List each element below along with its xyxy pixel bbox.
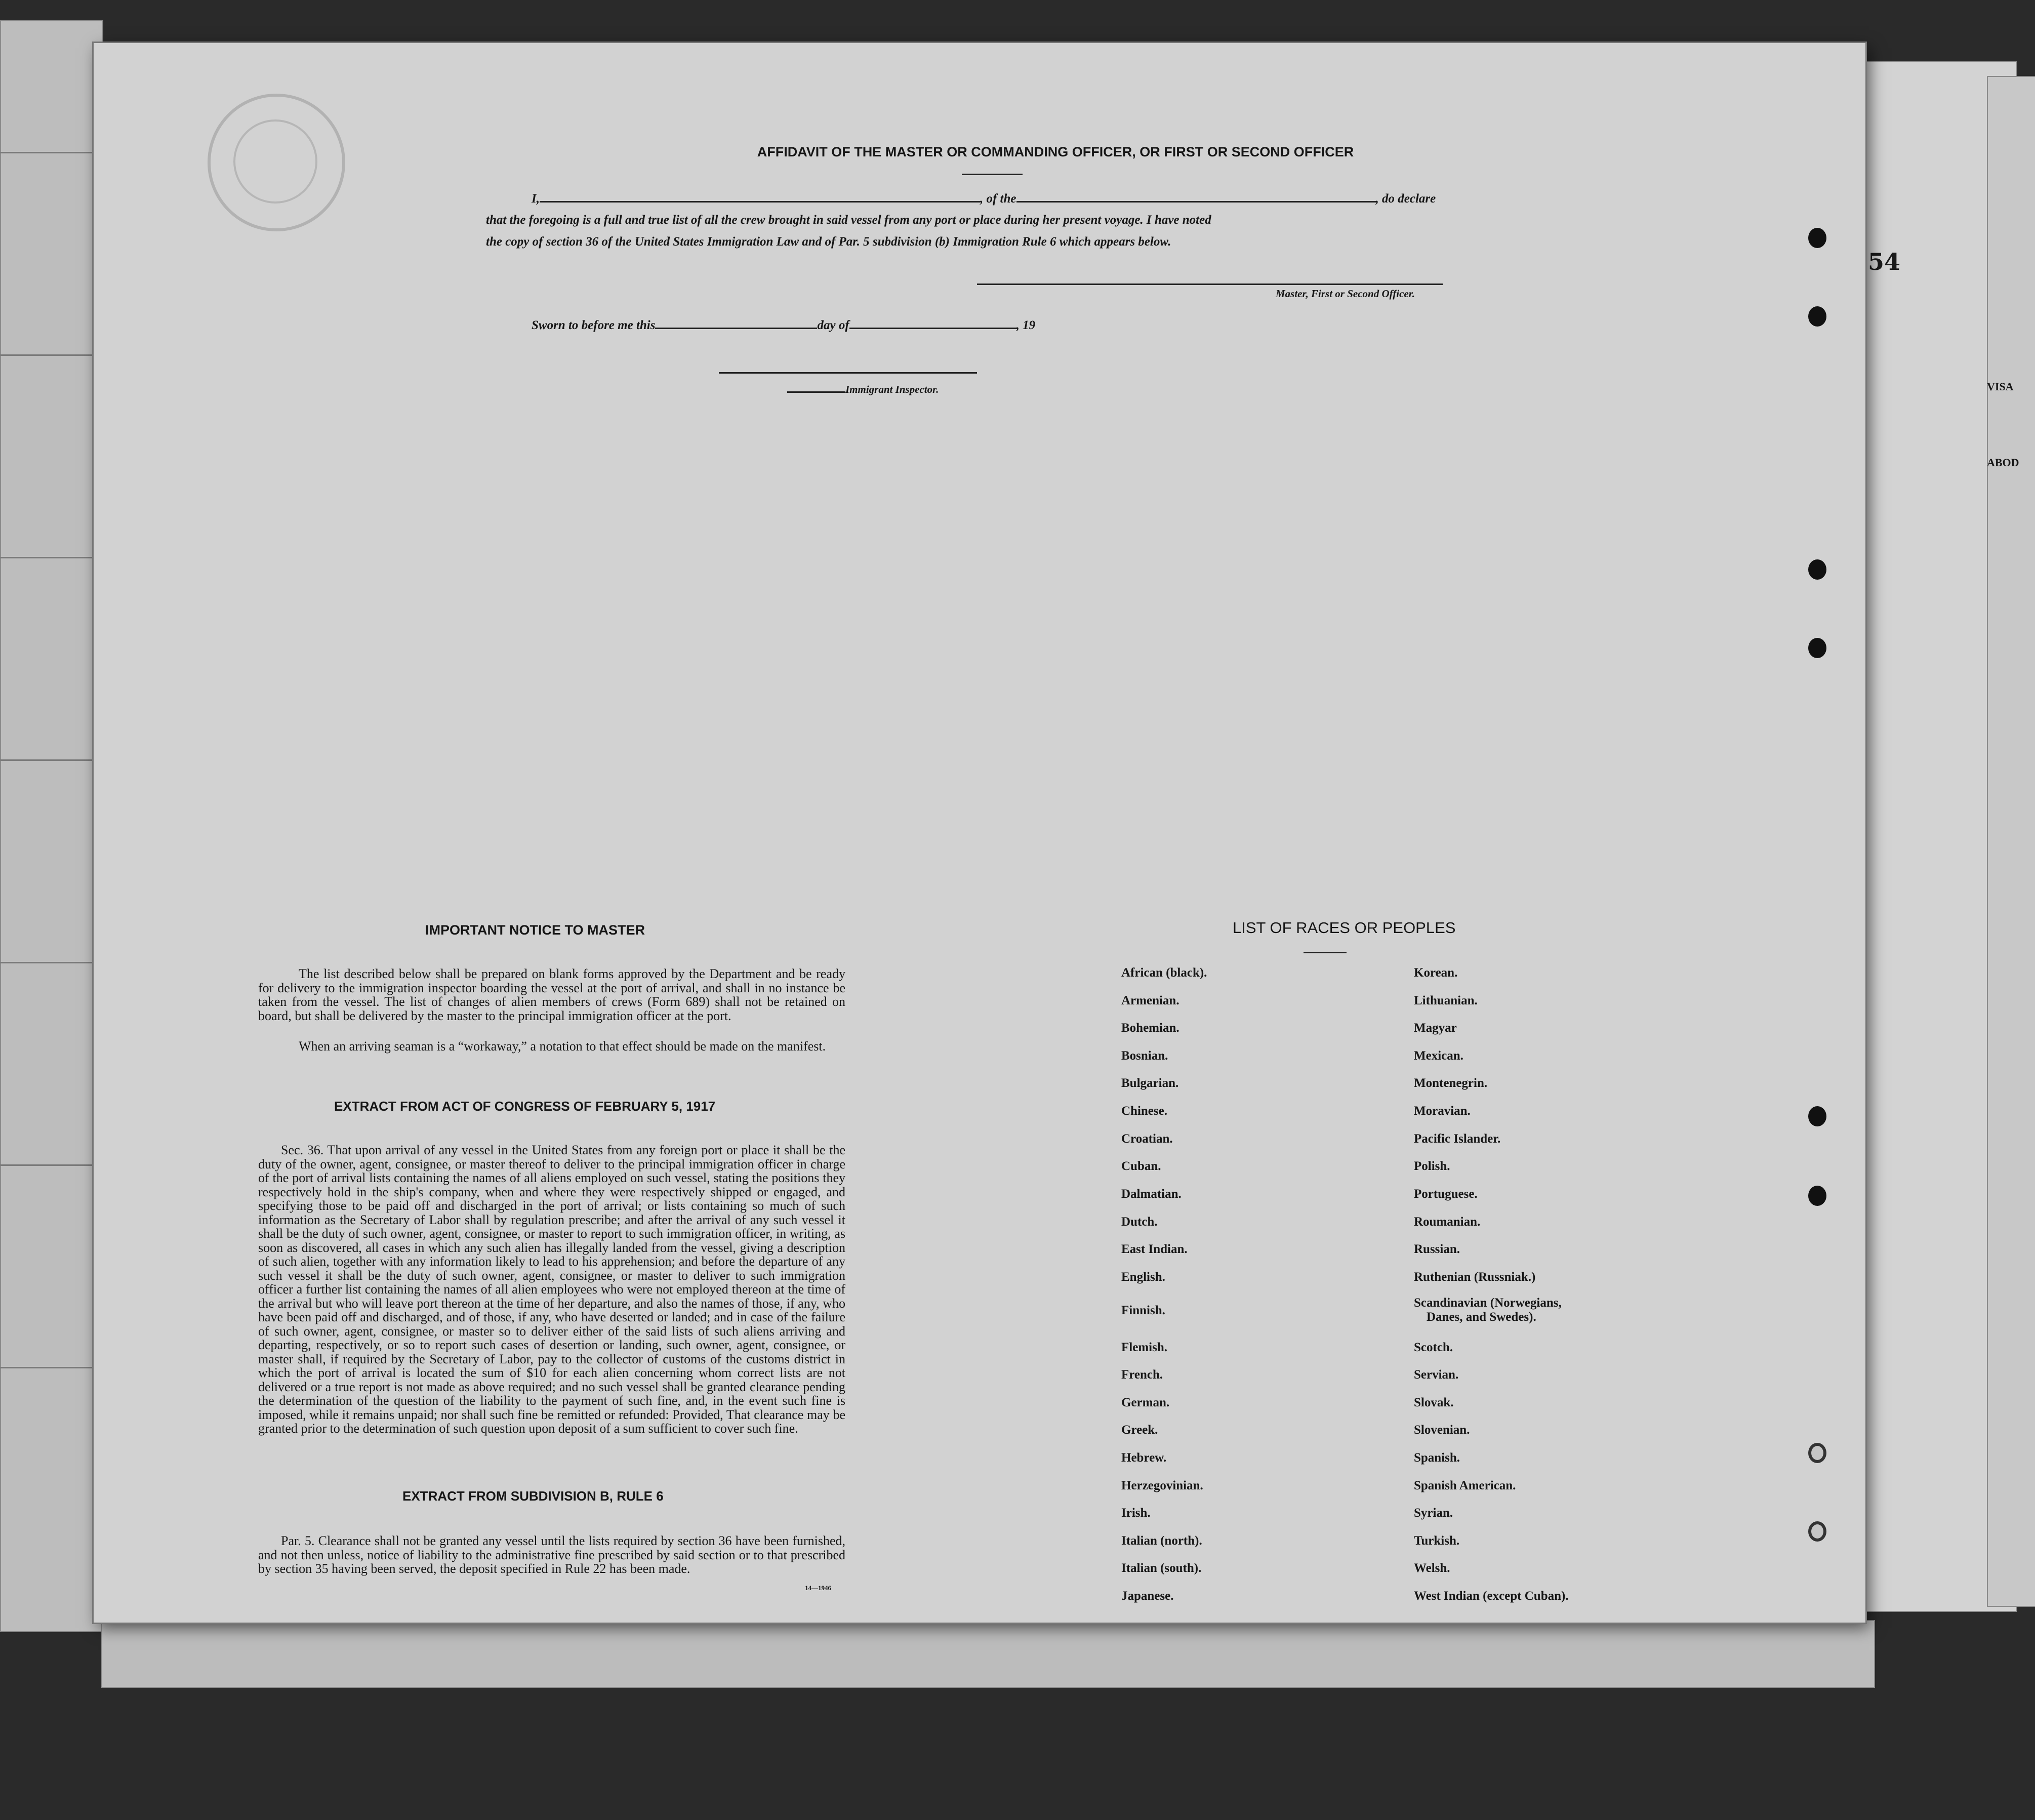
- race-item: Moravian.: [1414, 1104, 1471, 1118]
- manifest-back-page: [94, 43, 1865, 1623]
- binding-hole: [1808, 1106, 1826, 1126]
- page-number-fragment: 54: [1868, 248, 1901, 275]
- race-item: Lithuanian.: [1414, 994, 1478, 1007]
- race-item: Finnish.: [1121, 1304, 1165, 1317]
- binding-hole-empty: [1808, 1521, 1826, 1542]
- sworn-line: [532, 317, 1035, 333]
- race-item: Servian.: [1414, 1368, 1459, 1382]
- faint-circular-stamp: [208, 94, 345, 231]
- race-item: African (black).: [1121, 966, 1207, 980]
- affidavit-title-rule: [962, 174, 1023, 175]
- race-item: Slovak.: [1414, 1396, 1454, 1409]
- sworn-year: , 19: [1016, 318, 1036, 332]
- race-item: French.: [1121, 1368, 1163, 1382]
- race-item: Dutch.: [1121, 1215, 1158, 1229]
- binding-hole: [1808, 228, 1826, 248]
- race-item: Bulgarian.: [1121, 1076, 1179, 1090]
- race-item: Montenegrin.: [1414, 1076, 1488, 1090]
- ledger-grid-line: [0, 557, 96, 558]
- background-page-far-right: [1987, 76, 2035, 1607]
- race-item: Roumanian.: [1414, 1215, 1481, 1229]
- race-item: Pacific Islander.: [1414, 1132, 1501, 1146]
- edge-label-abod: ABOD: [1987, 456, 2019, 469]
- inspector-label-text: Immigrant Inspector.: [845, 383, 939, 395]
- race-item: Polish.: [1414, 1159, 1450, 1173]
- race-item: Bosnian.: [1121, 1049, 1168, 1063]
- binding-hole: [1808, 638, 1826, 658]
- race-item: Syrian.: [1414, 1506, 1453, 1520]
- affidavit-line-1: [532, 191, 1436, 206]
- ledger-grid-line: [0, 962, 96, 963]
- race-item: Korean.: [1414, 966, 1458, 980]
- extract-rule-body: Par. 5. Clearance shall not be granted any vessel until the lists required by section 36 have been furnished, and not then unless, notice of liability to the administrative fine prescribed by said section or to that prescribed by section 35 having been served, the deposit specified in Rule 22 has been made.: [258, 1533, 845, 1576]
- ledger-grid-line: [0, 152, 96, 153]
- race-item: Portuguese.: [1414, 1187, 1478, 1201]
- race-item: Spanish American.: [1414, 1479, 1516, 1492]
- affidavit-i: I,: [532, 192, 540, 206]
- sworn-day-of: day of: [817, 318, 849, 332]
- race-item: Hebrew.: [1121, 1451, 1167, 1465]
- race-item: Cuban.: [1121, 1159, 1161, 1173]
- race-item: Irish.: [1121, 1506, 1151, 1520]
- binding-hole: [1808, 1186, 1826, 1206]
- race-item: English.: [1121, 1270, 1165, 1284]
- race-item: Chinese.: [1121, 1104, 1167, 1118]
- ledger-grid-line: [0, 759, 96, 761]
- race-item: Spanish.: [1414, 1451, 1460, 1465]
- race-item: Turkish.: [1414, 1534, 1460, 1548]
- binding-hole: [1808, 559, 1826, 580]
- extract-rule-title: EXTRACT FROM SUBDIVISION B, RULE 6: [402, 1488, 664, 1504]
- notice-paragraph-1: The list described below shall be prepared on blank forms approved by the Department and be ready for delivery to the immigration inspector boarding the vessel at the port of arrival, and shall in no instance be taken from the vessel. The list of changes of alien members of crews (Form 689) shall not be retained on board, but shall be delivered by the master to the principal immigration officer at the port.: [258, 966, 845, 1023]
- race-item: Bohemian.: [1121, 1021, 1179, 1035]
- race-item: Mexican.: [1414, 1049, 1463, 1063]
- race-item: Scotch.: [1414, 1341, 1453, 1354]
- inspector-signature-line[interactable]: [719, 372, 977, 374]
- race-item: Welsh.: [1414, 1561, 1450, 1575]
- background-page-left: [0, 20, 103, 1632]
- ledger-grid-line: [0, 1367, 96, 1368]
- ledger-grid-line: [0, 1164, 96, 1166]
- races-title-rule: [1304, 952, 1347, 953]
- race-item: Scandinavian (Norwegians,: [1414, 1296, 1562, 1310]
- affidavit-of-the: , of the: [980, 192, 1016, 206]
- race-item: Flemish.: [1121, 1341, 1167, 1354]
- race-item: Slovenian.: [1414, 1423, 1470, 1437]
- race-item: Herzegovinian.: [1121, 1479, 1203, 1492]
- affidavit-line-3: the copy of section 36 of the United States Immigration Law and of Par. 5 subdivision (b) Immigration Rule 6 which appears below.: [486, 235, 1171, 249]
- signature-label: Master, First or Second Officer.: [1276, 288, 1415, 300]
- race-item: East Indian.: [1121, 1242, 1188, 1256]
- bottom-page-edges: [101, 1620, 1875, 1688]
- race-item: Italian (south).: [1121, 1561, 1202, 1575]
- ledger-grid-line: [0, 354, 96, 356]
- vessel-name-blank[interactable]: [1016, 191, 1376, 203]
- race-item: Ruthenian (Russniak.): [1414, 1270, 1536, 1284]
- race-item: West Indian (except Cuban).: [1414, 1589, 1569, 1603]
- race-item: Italian (north).: [1121, 1534, 1202, 1548]
- affidavit-title: AFFIDAVIT OF THE MASTER OR COMMANDING OFFICER, OR FIRST OR SECOND OFFICER: [757, 144, 1354, 159]
- race-item: Armenian.: [1121, 994, 1179, 1007]
- race-item: Japanese.: [1121, 1589, 1174, 1603]
- binding-hole-empty: [1808, 1443, 1826, 1463]
- binding-hole: [1808, 306, 1826, 327]
- form-number: 14—1946: [805, 1584, 831, 1592]
- inspector-label: [787, 383, 939, 396]
- affidavit-declare: , do declare: [1375, 192, 1436, 206]
- race-item: Greek.: [1121, 1423, 1158, 1437]
- master-name-blank[interactable]: [540, 191, 980, 203]
- extract-act-body: Sec. 36. That upon arrival of any vessel in the United States from any foreign port or place it shall be the duty of the owner, agent, consignee, or master thereof to deliver to the principal immigration officer in charge of the port of arrival lists containing the names of all aliens employed on such vessel, stating the positions they respectively hold in the ship's company, when and where they were respectively shipped or engaged, and specifying those to be paid off and discharged in the port of arrival; or lists containing so much of such information as the Secretary of Labor shall by regulation prescribe; and after the arrival of any such vessel it shall be the duty of such owner, agent, consignee, or master to report to such immigration officer, in writing, as soon as discovered, all cases in which any such alien has illegally landed from the vessel, giving a description of such alien, together with any information likely to lead to his apprehension; and before the departure of any such vessel it shall be the duty of such owner, agent, consignee, or master to deliver to such immigration officer a further list containing the names of all alien employees who were not employed thereon at the time of the arrival but who will leave port thereon at the time of her departure, and also the names of those, if any, who have been paid off and discharged, and of those, if any, who have deserted or landed; and in case of the failure of such owner, agent, consignee, or master so to deliver either of the said lists of such aliens arriving and departing, respectively, or so to report such cases of desertion or landing, such owner, agent, consignee, or master shall, if required by the Secretary of Labor, pay to the collector of customs of the customs district in which the port of arrival is located the sum of $10 for each alien concerning whom correct lists are not delivered or a true report is not made as above required; and no such vessel shall be granted clearance pending the determination of the question of the liability to the payment of such fine, and, in the event such fine is imposed, while it remains unpaid; nor shall such fine be remitted or refunded: Provided, That clearance may be granted prior to the determination of such question upon deposit of a sum sufficient to cover such fine.: [258, 1143, 845, 1436]
- sworn-day-blank[interactable]: [655, 317, 817, 329]
- affidavit-line-2: that the foregoing is a full and true list of all the crew brought in said vessel from any port or place during her present voyage. I have noted: [486, 213, 1211, 227]
- races-title: LIST OF RACES OR PEOPLES: [1233, 919, 1456, 937]
- race-item: Croatian.: [1121, 1132, 1173, 1146]
- extract-act-title: EXTRACT FROM ACT OF CONGRESS OF FEBRUARY 5, 1917: [334, 1099, 716, 1114]
- edge-label-visa: VISA: [1987, 380, 2014, 393]
- sworn-month-blank[interactable]: [849, 317, 1016, 329]
- race-item: Magyar: [1414, 1021, 1457, 1035]
- notice-paragraph-2: When an arriving seaman is a “workaway,” a notation to that effect should be made on the manifest.: [299, 1039, 826, 1054]
- sworn-prefix: Sworn to before me this: [532, 318, 656, 332]
- inspector-leading-rule: [787, 385, 845, 393]
- race-item: Russian.: [1414, 1242, 1460, 1256]
- race-item: Dalmatian.: [1121, 1187, 1182, 1201]
- notice-title: IMPORTANT NOTICE TO MASTER: [425, 922, 645, 938]
- race-item: German.: [1121, 1396, 1170, 1409]
- race-item-continued: Danes, and Swedes).: [1427, 1310, 1536, 1324]
- signature-line[interactable]: [977, 284, 1443, 285]
